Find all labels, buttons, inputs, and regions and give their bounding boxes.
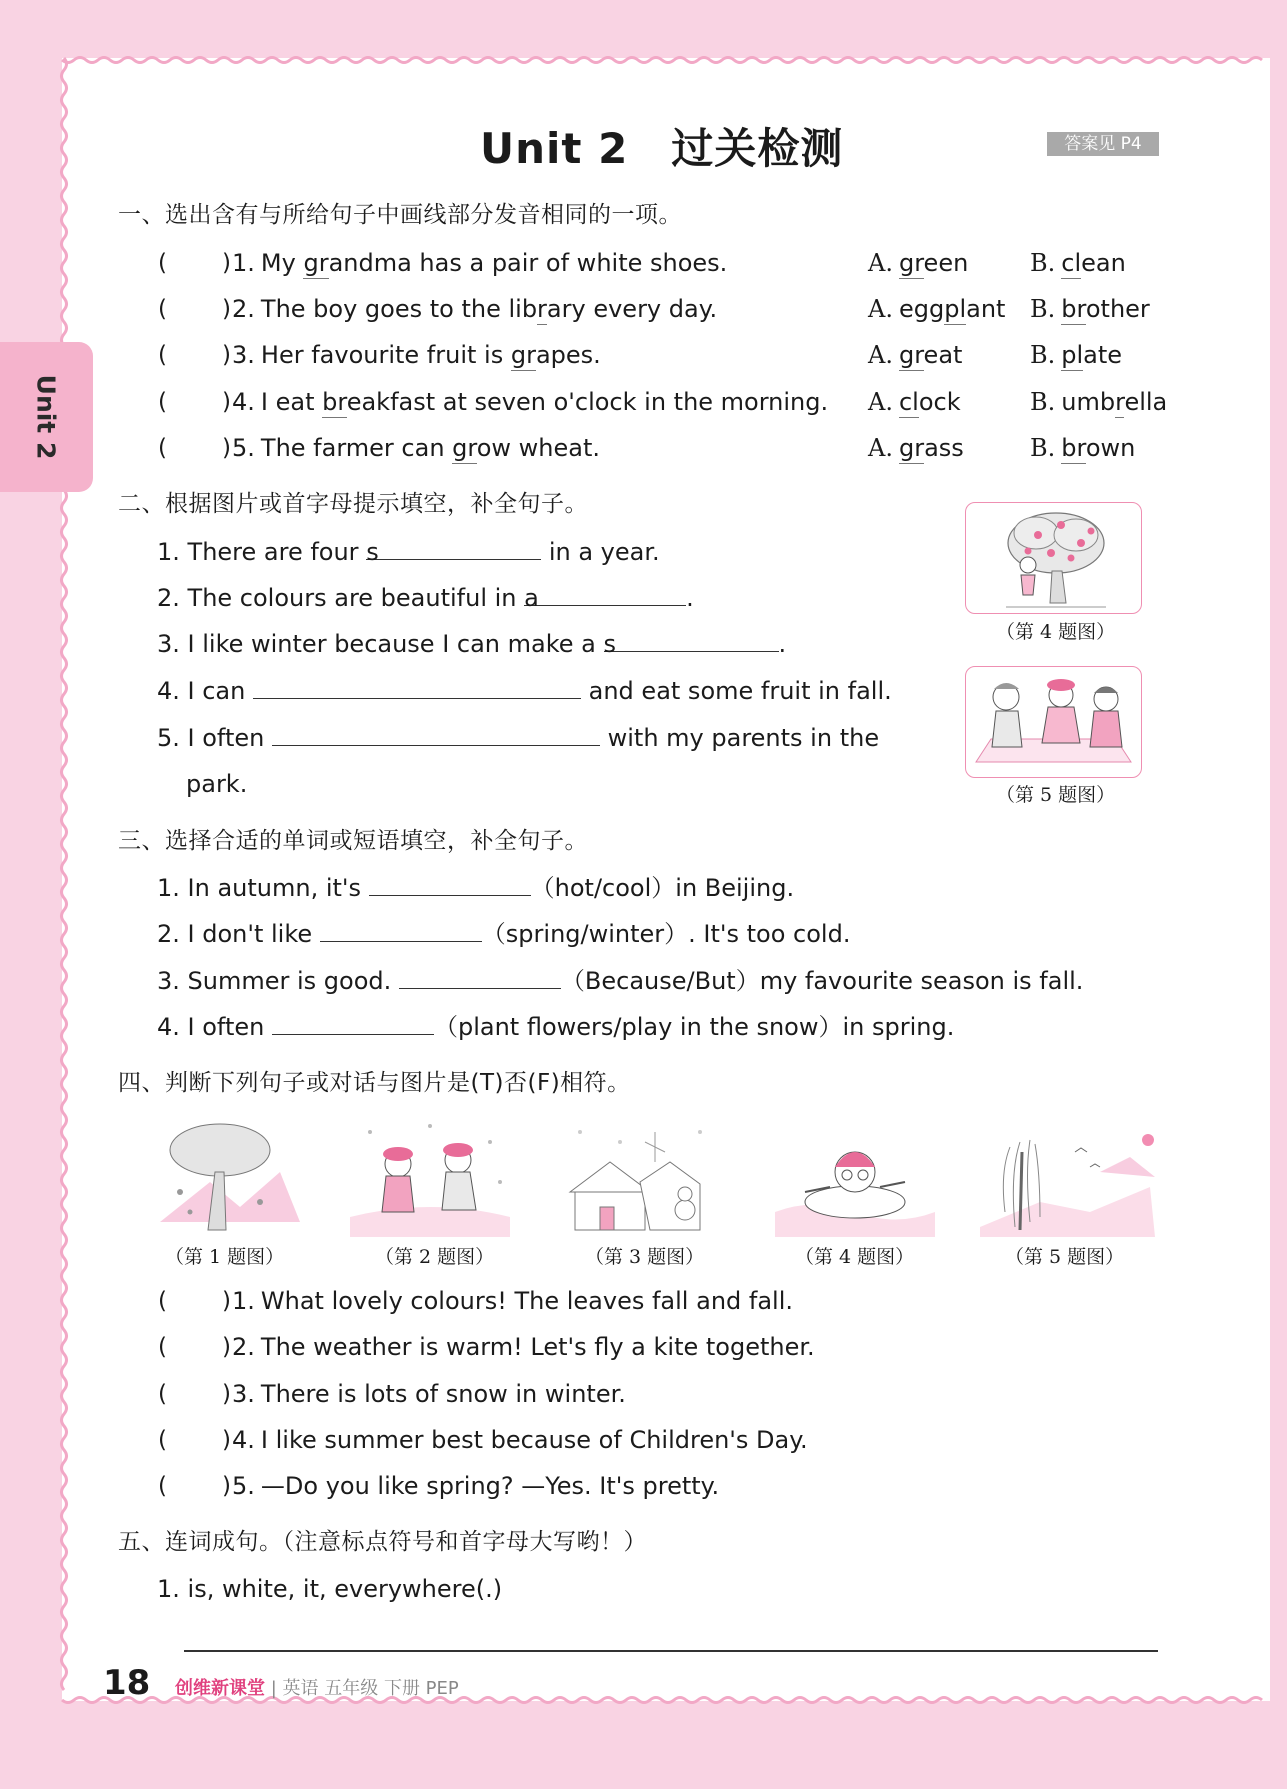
q4-image-caption: （第 4 题图） xyxy=(996,621,1116,643)
summer-swimming-illustration xyxy=(775,1152,935,1237)
option-letter: A. xyxy=(868,295,893,323)
underlined-letters: r xyxy=(1115,388,1125,416)
sentence-text: eakfast at seven o'clock in the morning. xyxy=(346,388,829,416)
statement-text: —Do you like spring? —Yes. It's pretty. xyxy=(260,1472,720,1500)
tf-statement xyxy=(232,1286,793,1316)
option-letter: B. xyxy=(1030,295,1056,323)
fill-sentence-2: 2. The colours are beautiful in a . xyxy=(157,584,694,612)
option-letter: B. xyxy=(1030,434,1056,462)
section-4-illustrations xyxy=(150,1112,1160,1244)
word-order-question-1: 1. is, white, it, everywhere(.) xyxy=(157,1575,503,1603)
pronunciation-sentence xyxy=(232,433,600,463)
underlined-letters: gr xyxy=(898,434,925,462)
sentence-text: apes. xyxy=(535,341,601,369)
fill-sentence-1: 1. There are four s in a year. xyxy=(157,538,660,566)
option-a[interactable] xyxy=(868,433,964,463)
choice-blank-1[interactable] xyxy=(369,873,531,896)
tf-answer-slot[interactable] xyxy=(190,1425,220,1453)
pronunciation-sentence xyxy=(232,387,828,417)
answer-paren-open: ( xyxy=(158,389,167,415)
answer-blank-3[interactable]: s xyxy=(604,629,779,652)
option-a[interactable] xyxy=(868,294,1005,324)
sentence-text: ow wheat. xyxy=(476,434,601,462)
sentence-text: My xyxy=(260,249,304,277)
sentence-text: 4. xyxy=(232,388,255,416)
section-2-heading: 二、根据图片或首字母提示填空，补全句子。 xyxy=(118,491,588,517)
answer-paren-open: ( xyxy=(158,250,167,276)
t5-image-caption: （第 5 题图） xyxy=(1005,1246,1125,1268)
winter-snow-play-illustration xyxy=(350,1124,510,1237)
fill-sentence-5-cont: park. xyxy=(186,770,248,798)
option-word-part: egg xyxy=(898,295,945,323)
option-letter: A. xyxy=(868,388,893,416)
sentence-text: The farmer can xyxy=(260,434,453,462)
choice-sentence-2: 2. I don't like （spring/winter）. It's too cold. xyxy=(157,920,851,948)
answer-blank-4[interactable] xyxy=(253,676,581,699)
page-number: 18 xyxy=(103,1663,151,1703)
tf-statement xyxy=(232,1471,719,1501)
tf-paren-close: ) xyxy=(222,1334,231,1360)
option-b[interactable] xyxy=(1030,387,1167,417)
q4-tree-image xyxy=(965,502,1142,614)
choice-sentence-1: 1. In autumn, it's （hot/cool）in Beijing. xyxy=(157,874,795,902)
answer-slot[interactable] xyxy=(190,248,220,276)
option-letter: B. xyxy=(1030,388,1056,416)
q5-picnic-image xyxy=(965,666,1142,778)
option-word-part: own xyxy=(1085,434,1136,462)
page-title: Unit 2 过关检测 xyxy=(480,124,844,173)
sentence-text: ary every day. xyxy=(546,295,718,323)
autumn-tree-illustration xyxy=(160,1124,300,1230)
answer-blank-2[interactable]: a xyxy=(524,583,686,606)
statement-text: The weather is warm! Let's fly a kite together. xyxy=(260,1333,815,1361)
answer-paren-close: ) xyxy=(222,250,231,276)
answer-slot[interactable] xyxy=(190,340,220,368)
statement-number: 5. xyxy=(232,1472,255,1500)
answer-blank-1[interactable]: s xyxy=(366,537,541,560)
option-letter: A. xyxy=(868,434,893,462)
option-letter: B. xyxy=(1030,341,1056,369)
statement-number: 3. xyxy=(232,1380,255,1408)
pronunciation-sentence xyxy=(232,340,601,370)
option-word-part: ella xyxy=(1124,388,1168,416)
answer-paren-open: ( xyxy=(158,435,167,461)
option-letter: A. xyxy=(868,249,893,277)
footer-brand: 创维新课堂 xyxy=(175,1678,265,1699)
option-a[interactable] xyxy=(868,248,968,278)
underlined-letters: pl xyxy=(1061,341,1084,369)
underlined-letters: gr xyxy=(303,249,329,277)
tf-answer-slot[interactable] xyxy=(190,1332,220,1360)
q5-image-caption: （第 5 题图） xyxy=(996,784,1116,806)
option-word-part: other xyxy=(1085,295,1150,323)
sentence-text: andma has a pair of white shoes. xyxy=(328,249,728,277)
family-picnic-illustration xyxy=(966,667,1141,777)
tf-statement xyxy=(232,1332,815,1362)
tf-paren-close: ) xyxy=(222,1381,231,1407)
option-word-part: ean xyxy=(1081,249,1126,277)
option-word-part: umb xyxy=(1061,388,1116,416)
choice-sentence-3: 3. Summer is good. （Because/But）my favourite season is fall. xyxy=(157,967,1084,995)
underlined-letters: cl xyxy=(898,388,919,416)
choice-blank-2[interactable] xyxy=(320,919,482,942)
t3-image-caption: （第 3 题图） xyxy=(585,1246,705,1268)
sentence-text: 3. xyxy=(232,341,255,369)
option-word-part: eat xyxy=(923,341,963,369)
statement-text: I like summer best because of Children's Day. xyxy=(260,1426,808,1454)
answer-paren-close: ) xyxy=(222,296,231,322)
section-5-heading: 五、连词成句。（注意标点符号和首字母大写哟！） xyxy=(118,1529,647,1555)
option-word-part: ate xyxy=(1083,341,1123,369)
tf-answer-slot[interactable] xyxy=(190,1471,220,1499)
option-b[interactable] xyxy=(1030,340,1122,370)
option-b[interactable] xyxy=(1030,433,1135,463)
answer-paren-close: ) xyxy=(222,435,231,461)
answer-paren-close: ) xyxy=(222,389,231,415)
option-word-part: ock xyxy=(918,388,961,416)
statement-text: What lovely colours! The leaves fall and fall. xyxy=(260,1287,794,1315)
statement-number: 1. xyxy=(232,1287,255,1315)
statement-text: There is lots of snow in winter. xyxy=(260,1380,626,1408)
answer-slot[interactable] xyxy=(190,294,220,322)
statement-number: 4. xyxy=(232,1426,255,1454)
t4-image-caption: （第 4 题图） xyxy=(795,1246,915,1268)
sentence-text: Her favourite fruit is xyxy=(260,341,511,369)
option-b[interactable] xyxy=(1030,294,1150,324)
underlined-letters: br xyxy=(1061,434,1086,462)
section-1-heading: 一、选出含有与所给句子中画线部分发音相同的一项。 xyxy=(118,202,682,228)
option-a[interactable] xyxy=(868,340,962,370)
tf-paren-open: ( xyxy=(158,1288,167,1314)
choice-blank-3[interactable] xyxy=(399,966,561,989)
option-word-part: een xyxy=(923,249,969,277)
option-word-part: ass xyxy=(924,434,964,462)
sentence-text: 2. xyxy=(232,295,255,323)
statement-number: 2. xyxy=(232,1333,255,1361)
sentence-text: The boy goes to the lib xyxy=(260,295,538,323)
tf-paren-close: ) xyxy=(222,1427,231,1453)
sentence-text: 5. xyxy=(232,434,255,462)
underlined-letters: br xyxy=(322,388,347,416)
answer-paren-open: ( xyxy=(158,342,167,368)
t2-image-caption: （第 2 题图） xyxy=(375,1246,495,1268)
underlined-letters: gr xyxy=(510,341,536,369)
choice-blank-4[interactable] xyxy=(272,1012,434,1035)
footer-book-info xyxy=(175,1674,459,1700)
tf-paren-close: ) xyxy=(222,1288,231,1314)
tf-paren-open: ( xyxy=(158,1473,167,1499)
underlined-letters: gr xyxy=(452,434,477,462)
underlined-letters: pl xyxy=(944,295,967,323)
tf-paren-open: ( xyxy=(158,1334,167,1360)
answer-blank-5[interactable] xyxy=(272,723,600,746)
fill-sentence-4: 4. I can and eat some fruit in fall. xyxy=(157,677,892,705)
snowy-house-illustration xyxy=(570,1130,702,1230)
answer-paren-open: ( xyxy=(158,296,167,322)
side-tab-label: Unit 2 xyxy=(31,374,61,460)
answer-paren-close: ) xyxy=(222,342,231,368)
sentence-text: 1. xyxy=(232,249,255,277)
answer-slot[interactable] xyxy=(190,433,220,461)
option-a[interactable] xyxy=(868,387,961,417)
tf-statement xyxy=(232,1425,808,1455)
sentence-text: I eat xyxy=(260,388,323,416)
option-b[interactable] xyxy=(1030,248,1126,278)
answer-reference-badge: 答案见 P4 xyxy=(1047,132,1159,156)
option-letter: B. xyxy=(1030,249,1056,277)
pronunciation-sentence xyxy=(232,294,717,324)
underlined-letters: gr xyxy=(898,249,924,277)
underlined-letters: gr xyxy=(898,341,924,369)
fill-sentence-3: 3. I like winter because I can make a s . xyxy=(157,630,787,658)
pronunciation-sentence xyxy=(232,248,727,278)
fill-sentence-5: 5. I often with my parents in the xyxy=(157,724,880,752)
footer-rule xyxy=(184,1650,1158,1652)
tf-paren-close: ) xyxy=(222,1473,231,1499)
tf-answer-slot[interactable] xyxy=(190,1379,220,1407)
tf-paren-open: ( xyxy=(158,1427,167,1453)
t1-image-caption: （第 1 题图） xyxy=(165,1246,285,1268)
underlined-letters: cl xyxy=(1061,249,1082,277)
underlined-letters: r xyxy=(537,295,547,323)
underlined-letters: br xyxy=(1061,295,1086,323)
section-4-heading: 四、判断下列句子或对话与图片是(T)否(F)相符。 xyxy=(118,1070,631,1096)
tf-statement xyxy=(232,1379,626,1409)
spring-willow-illustration xyxy=(980,1134,1155,1237)
footer-subject: | 英语 五年级 下册 PEP xyxy=(270,1678,459,1699)
section-3-heading: 三、选择合适的单词或短语填空，补全句子。 xyxy=(118,828,588,854)
tf-paren-open: ( xyxy=(158,1381,167,1407)
choice-sentence-4: 4. I often （plant flowers/play in the snow）in spring. xyxy=(157,1013,955,1041)
unit-side-tab xyxy=(0,342,93,492)
option-word-part: ant xyxy=(966,295,1006,323)
option-letter: A. xyxy=(868,341,893,369)
apple-tree-illustration xyxy=(966,503,1141,613)
tf-answer-slot[interactable] xyxy=(190,1286,220,1314)
answer-slot[interactable] xyxy=(190,387,220,415)
